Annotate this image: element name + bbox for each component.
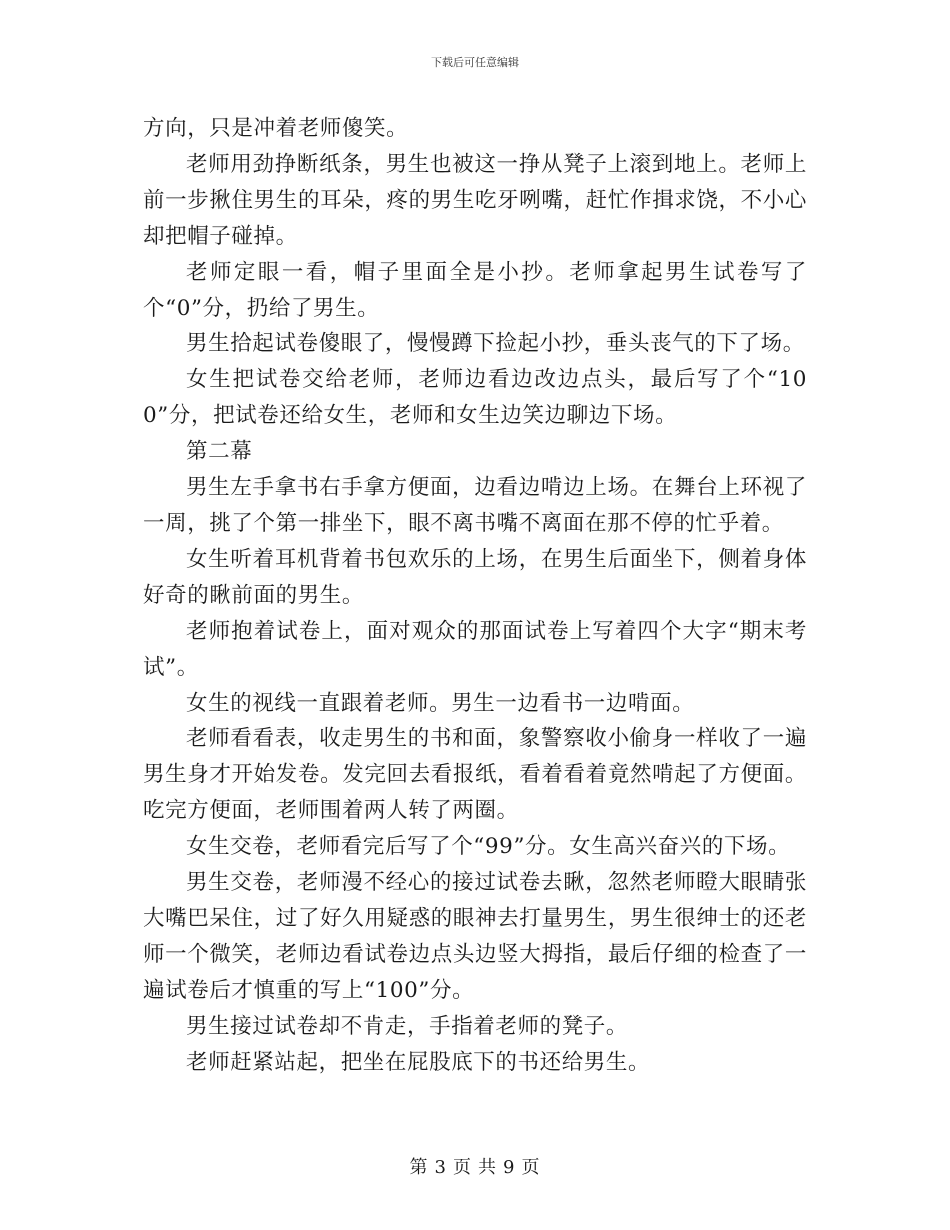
page-footer bbox=[0, 1153, 950, 1179]
paragraph: 男生交卷，老师漫不经心的接过试卷去瞅，忽然老师瞪大眼睛张大嘴巴呆住，过了好久用疑惑的眼神去打量男生，男生很绅士的还老师一个微笑，老师边看试卷边点头边竖大拇指，最后仔细的检查了一遍试卷后才慎重的写上“100”分。 bbox=[143, 870, 807, 1003]
paragraph: 老师用劲挣断纸条，男生也被这一挣从凳子上滚到地上。老师上前一步揪住男生的耳朵，疼的男生吃牙咧嘴，赶忙作揖求饶，不小心却把帽子碰掉。 bbox=[143, 151, 807, 249]
page-label-prefix: 第 bbox=[409, 1157, 429, 1178]
document-body bbox=[143, 111, 807, 1080]
paragraph: 老师抱着试卷上，面对观众的那面试卷上写着四个大字“期末考试”。 bbox=[143, 618, 807, 680]
paragraph: 男生拾起试卷傻眼了，慢慢蹲下捡起小抄，垂头丧气的下了场。 bbox=[186, 331, 805, 357]
section-heading: 第二幕 bbox=[186, 439, 253, 465]
page-header: 下载后可任意编辑 bbox=[431, 56, 519, 69]
current-page-number: 3 bbox=[434, 1157, 447, 1178]
paragraph: 男生接过试卷却不肯走，手指着老师的凳子。 bbox=[186, 1013, 629, 1039]
total-page-count: 9 bbox=[503, 1157, 516, 1178]
paragraph: 女生交卷，老师看完后写了个“99”分。女生高兴奋兴的下场。 bbox=[186, 834, 791, 860]
paragraph: 方向，只是冲着老师傻笑。 bbox=[143, 116, 409, 141]
paragraph: 男生左手拿书右手拿方便面，边看边啃边上场。在舞台上环视了一周，挑了个第一排坐下，眼不离书嘴不离面在那不停的忙乎着。 bbox=[143, 475, 807, 536]
paragraph: 老师赶紧站起，把坐在屁股底下的书还给男生。 bbox=[186, 1049, 651, 1075]
paragraph: 老师定眼一看，帽子里面全是小抄。老师拿起男生试卷写了个“0”分，扔给了男生。 bbox=[143, 259, 807, 321]
page-label: 页 bbox=[453, 1157, 472, 1178]
paragraph: 女生听着耳机背着书包欢乐的上场，在男生后面坐下，侧着身体好奇的瞅前面的男生。 bbox=[143, 546, 807, 608]
page-label-suffix: 页 bbox=[521, 1157, 541, 1178]
paragraph: 女生的视线一直跟着老师。男生一边看书一边啃面。 bbox=[186, 690, 695, 716]
paragraph: 女生把试卷交给老师，老师边看边改边点头，最后写了个“100”分，把试卷还给女生，老师和女生边笑边聊边下场。 bbox=[143, 367, 807, 429]
paragraph: 老师看看表，收走男生的书和面，象警察收小偷身一样收了一遍男生身才开始发卷。发完回去看报纸，看着看着竟然啃起了方便面。吃完方便面，老师围着两人转了两圈。 bbox=[143, 726, 807, 824]
total-label: 共 bbox=[478, 1157, 497, 1178]
